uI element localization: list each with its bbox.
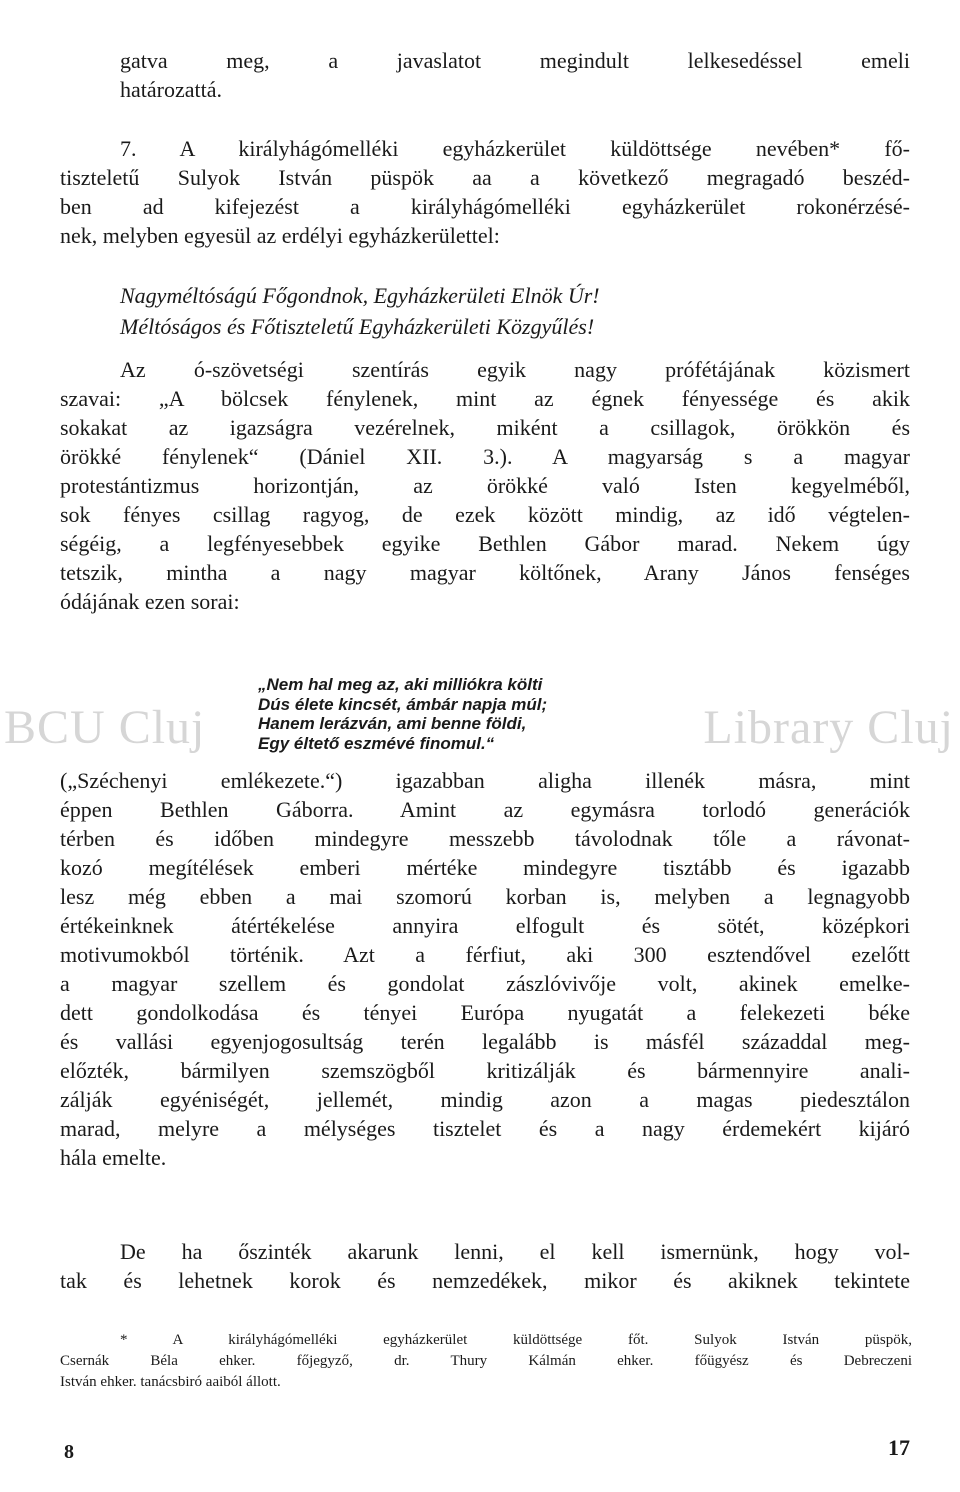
text-line: zálják egyéniségét, jellemét, mindig azon a magas piedesztálon [60,1087,910,1112]
watermark-right: Library Cluj [703,701,954,754]
footnote [60,1330,912,1393]
text-line: előzték, bármilyen szemszögből kritizálják és bármennyire anali- [60,1058,910,1083]
text-line: dett gondolkodása és tényei Európa nyugatát a felekezeti béke [60,1000,910,1025]
text-line: lesz még ebben a mai szomorú korban is, melyben a legnagyobb [60,884,910,909]
salutation-line: Méltóságos és Főtiszteletű Egyházkerületi Közgyűlés! [120,314,595,339]
text-line: tak és lehetnek korok és nemzedékek, mikor és akiknek tekintete [60,1268,910,1293]
text-line: De ha őszinték akarunk lenni, el kell ismernünk, hogy vol- [120,1239,910,1264]
text-line: gatva meg, a javaslatot megindult lelkesedéssel emeli [120,48,910,73]
poem-line: „Nem hal meg az, aki milliókra költi [258,675,543,694]
text-line: értékeinknek átértékelése annyira elfogult és sötét, középkori [60,913,910,938]
text-line: ben ad kifejezést a királyhágómelléki egyházkerület rokonérzésé- [60,194,910,219]
text-line: örökké fénylenek“ (Dániel XII. 3.). A magyarság s a magyar [60,444,910,469]
page-number: 17 [888,1435,910,1460]
poem-line: Egy éltető eszmévé finomul.“ [258,733,495,753]
text-line: ódájának ezen sorai: [60,589,240,614]
signature-mark: 8 [64,1441,74,1463]
text-line: hála emelte. [60,1145,167,1170]
paragraph-prophet [60,355,910,616]
watermark-left: BCU Cluj [4,701,206,754]
footnote-line: Csernák Béla ehker. főjegyző, dr. Thury Kálmán ehker. főügyész és Debreczeni [60,1353,912,1369]
text-line: sokakat az igazságra vezérelnek, miként a csillagok, örökkön és [60,415,910,440]
text-line: határozattá. [120,77,222,102]
text-line: kozó megítélések emberi mértéke mindegyre tisztább és igazabb [60,855,910,880]
text-line: Az ó-szövetségi szentírás egyik nagy prófétájának közismert [120,357,910,382]
text-line: térben és időben mindegyre messzebb távolodnak tőle a rávonat- [60,826,910,851]
text-line: éppen Bethlen Gáborra. Amint az egymásra torlodó generációk [60,797,910,822]
text-line: nek, melyben egyesül az erdélyi egyházkerülettel: [60,223,500,248]
footnote-line: * A királyhágómelléki egyházkerület küldöttsége főt. Sulyok István püspök, [120,1332,912,1348]
text-line: marad, melyre a mélységes tisztelet és a nagy érdemekért kijáró [60,1116,910,1141]
text-line: és vallási egyenjogosultság terén legalább is másfél századdal meg- [60,1029,910,1054]
footnote-line: István ehker. tanácsbiró aaiból állott. [60,1374,281,1390]
text-line: protestántizmus horizontján, az örökké való Isten kegyelméből, [60,473,910,498]
paragraph-7 [60,134,910,250]
text-line: motivumokból történik. Azt a férfiut, aki 300 esztendővel ezelőtt [60,942,910,967]
text-line: tetszik, mintha a nagy magyar költőnek, Arany János fenséges [60,560,910,585]
text-line: szavai: „A bölcsek fénylenek, mint az égnek fényessége és akik [60,386,910,411]
salutation-line: Nagyméltóságú Főgondnok, Egyházkerületi Elnök Úr! [120,283,600,308]
paragraph-szechenyi [60,766,910,1172]
text-line: tiszteletű Sulyok István püspök aa a következő megragadó beszéd- [60,165,910,190]
text-line: a magyar szellem és gondolat zászlóvivője volt, akinek emelke- [60,971,910,996]
poem-quote [258,675,547,753]
text-line: ségéig, a legfényesebbek egyike Bethlen Gábor marad. Nekem úgy [60,531,910,556]
opening-paragraph-end [60,46,910,104]
text-line: („Széchenyi emlékezete.“) igazabban aligha illenék másra, mint [60,768,910,793]
text-line: 7. A királyhágómelléki egyházkerület küldöttsége nevében* fő- [120,136,910,161]
poem-line: Hanem lerázván, ami benne földi, [258,714,527,733]
salutation [60,280,910,342]
text-line: sok fényes csillag ragyog, de ezek között mindig, az idő végtelen- [60,502,910,527]
poem-line: Dús élete kincsét, ámbár napja múl; [258,694,548,714]
paragraph-closing [60,1237,910,1295]
